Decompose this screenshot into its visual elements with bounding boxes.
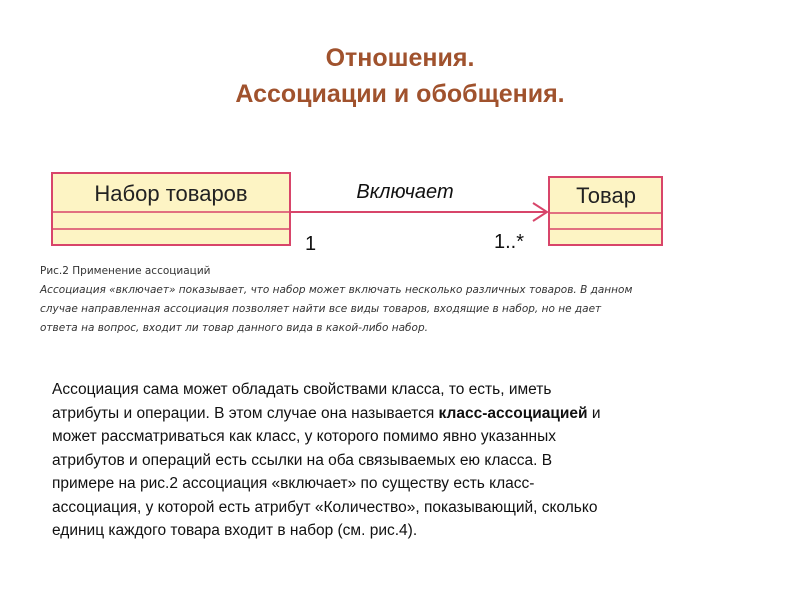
body-line-4: атрибутов и операций есть ссылки на оба связываемых ею класса. В (52, 451, 553, 469)
body-line-3: может рассматриваться как класс, у которого помимо явно указанных (52, 428, 556, 445)
multiplicity-right: 1..* (494, 231, 525, 253)
class-box-right (549, 177, 662, 245)
caption-line-3: ответа на вопрос, входит ли товар данного вида в какой-либо набор. (40, 322, 428, 334)
body-line-7: единиц каждого товара входит в набор (см. рис.4). (52, 522, 418, 539)
uml-association-diagram (0, 160, 800, 260)
class-box-left (52, 173, 290, 245)
slide-title (0, 40, 800, 112)
body-line-2 (52, 402, 772, 426)
multiplicity-left: 1 (305, 233, 317, 255)
title-line-2: Ассоциации и обобщения. (235, 80, 565, 108)
association-arrow (290, 203, 547, 221)
figure-caption (40, 262, 760, 338)
body-line-5: примере на рис.2 ассоциация «включает» по существу есть класс- (52, 475, 535, 492)
body-line-1: Ассоциация сама может обладать свойствами класса, то есть, иметь (52, 381, 552, 398)
title-line-1: Отношения. (325, 44, 475, 72)
body-paragraph (52, 378, 772, 543)
body-line-2-end: и (587, 404, 601, 422)
class-right-name: Товар (576, 183, 636, 208)
caption-line-1: Ассоциация «включает» показывает, что набор может включать несколько различных товаров. В данном (40, 284, 633, 296)
body-line-6: ассоциация, у которой есть атрибут «Количество», показывающий, сколько (52, 498, 598, 516)
body-term-class-association: класс-ассоциацией (438, 404, 588, 422)
body-line-2-start: атрибуты и операции. В этом случае она называется (52, 404, 439, 422)
caption-line-2: случае направленная ассоциация позволяет найти все виды товаров, входящие в набор, но не дает (40, 303, 602, 315)
caption-title: Рис.2 Применение ассоциаций (40, 265, 211, 277)
association-name: Включает (356, 181, 454, 203)
class-left-name: Набор товаров (94, 181, 248, 206)
